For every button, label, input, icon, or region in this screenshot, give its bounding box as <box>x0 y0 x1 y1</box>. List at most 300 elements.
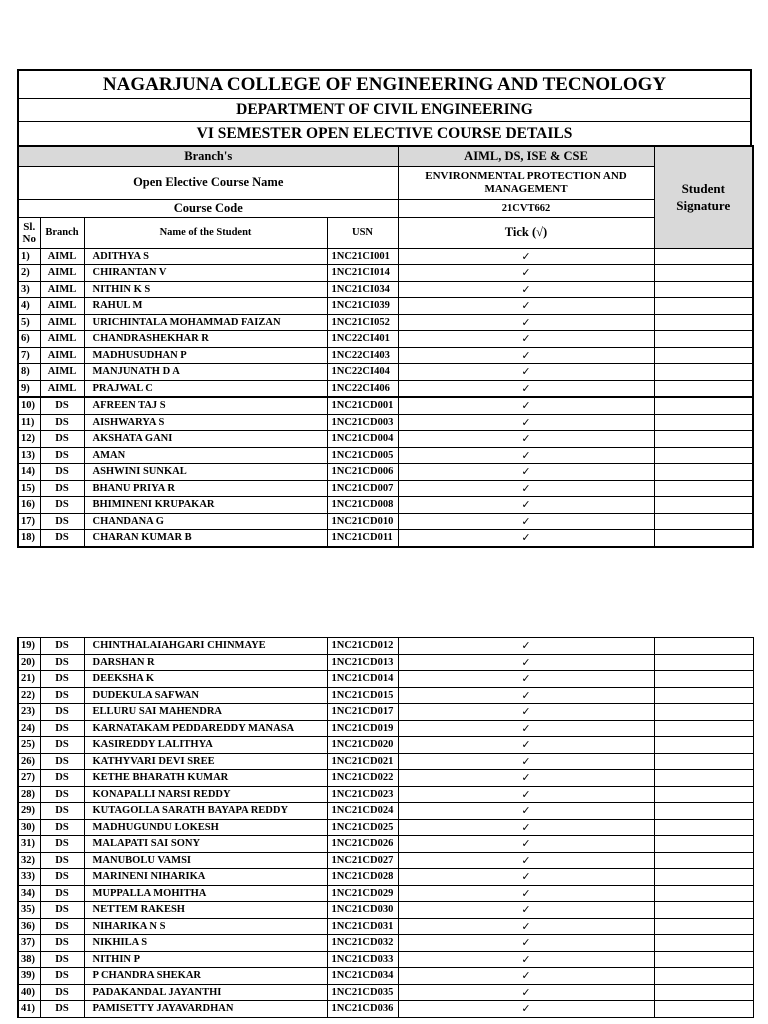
student-name: MALAPATI SAI SONY <box>84 836 327 853</box>
sl-no-header: Sl. No <box>18 217 40 248</box>
student-name: KASIREDDY LALITHYA <box>84 737 327 754</box>
signature-cell[interactable] <box>654 753 753 770</box>
signature-cell[interactable] <box>654 786 753 803</box>
serial-number: 35) <box>18 902 40 919</box>
serial-number: 10) <box>18 397 40 414</box>
usn-cell: 1NC21CD023 <box>327 786 398 803</box>
branch-cell: AIML <box>40 298 84 315</box>
serial-number: 2) <box>18 265 40 282</box>
usn-cell: 1NC21CD008 <box>327 497 398 514</box>
student-row <box>18 935 753 952</box>
usn-cell: 1NC21CD015 <box>327 687 398 704</box>
serial-number: 6) <box>18 331 40 348</box>
signature-cell[interactable] <box>654 654 753 671</box>
student-name: MARINENI NIHARIKA <box>84 869 327 886</box>
tick-mark: ✓ <box>398 704 654 721</box>
branch-cell: DS <box>40 431 84 448</box>
usn-cell: 1NC21CD029 <box>327 885 398 902</box>
student-row <box>18 687 753 704</box>
usn-cell: 1NC21CD028 <box>327 869 398 886</box>
usn-cell: 1NC21CD033 <box>327 951 398 968</box>
signature-cell[interactable] <box>654 414 753 431</box>
student-table-page-1 <box>17 145 754 548</box>
student-row <box>18 480 753 497</box>
tick-mark: ✓ <box>398 497 654 514</box>
student-name: CHIRANTAN V <box>84 265 327 282</box>
usn-cell: 1NC22CI404 <box>327 364 398 381</box>
student-name: CHANDANA G <box>84 513 327 530</box>
student-name: KONAPALLI NARSI REDDY <box>84 786 327 803</box>
usn-cell: 1NC21CD032 <box>327 935 398 952</box>
student-row <box>18 248 753 265</box>
serial-number: 21) <box>18 671 40 688</box>
branch-cell: DS <box>40 530 84 547</box>
serial-number: 30) <box>18 819 40 836</box>
student-name: URICHINTALA MOHAMMAD FAIZAN <box>84 314 327 331</box>
usn-cell: 1NC21CD019 <box>327 720 398 737</box>
student-row <box>18 869 753 886</box>
tick-mark: ✓ <box>398 447 654 464</box>
signature-cell[interactable] <box>654 513 753 530</box>
signature-cell[interactable] <box>654 265 753 282</box>
serial-number: 3) <box>18 281 40 298</box>
tick-mark: ✓ <box>398 414 654 431</box>
student-name: MANUBOLU VAMSI <box>84 852 327 869</box>
serial-number: 41) <box>18 1001 40 1018</box>
student-name: NETTEM RAKESH <box>84 902 327 919</box>
tick-mark: ✓ <box>398 281 654 298</box>
serial-number: 8) <box>18 364 40 381</box>
signature-cell[interactable] <box>654 951 753 968</box>
student-name: DUDEKULA SAFWAN <box>84 687 327 704</box>
branches-label: Branch's <box>18 146 398 166</box>
tick-mark: ✓ <box>398 331 654 348</box>
usn-cell: 1NC21CI014 <box>327 265 398 282</box>
tick-mark: ✓ <box>398 654 654 671</box>
usn-cell: 1NC22CI403 <box>327 347 398 364</box>
signature-cell[interactable] <box>654 968 753 985</box>
student-name: PADAKANDAL JAYANTHI <box>84 984 327 1001</box>
student-row <box>18 902 753 919</box>
tick-header: Tick (√) <box>398 217 654 248</box>
serial-number: 5) <box>18 314 40 331</box>
student-row <box>18 737 753 754</box>
usn-cell: 1NC21CD027 <box>327 852 398 869</box>
student-row <box>18 431 753 448</box>
signature-cell[interactable] <box>654 480 753 497</box>
serial-number: 14) <box>18 464 40 481</box>
branch-cell: AIML <box>40 347 84 364</box>
signature-cell[interactable] <box>654 803 753 820</box>
serial-number: 39) <box>18 968 40 985</box>
usn-cell: 1NC22CI401 <box>327 331 398 348</box>
usn-cell: 1NC22CI406 <box>327 380 398 397</box>
student-row <box>18 530 753 547</box>
student-name: DEEKSHA K <box>84 671 327 688</box>
tick-mark: ✓ <box>398 786 654 803</box>
serial-number: 26) <box>18 753 40 770</box>
signature-cell[interactable] <box>654 737 753 754</box>
serial-number: 25) <box>18 737 40 754</box>
student-row <box>18 314 753 331</box>
signature-cell[interactable] <box>654 720 753 737</box>
student-name: NIHARIKA N S <box>84 918 327 935</box>
student-row <box>18 414 753 431</box>
signature-cell[interactable] <box>654 281 753 298</box>
signature-cell[interactable] <box>654 464 753 481</box>
student-name: CHINTHALAIAHGARI CHINMAYE <box>84 638 327 655</box>
student-name: KATHYVARI DEVI SREE <box>84 753 327 770</box>
signature-cell[interactable] <box>654 347 753 364</box>
tick-mark: ✓ <box>398 687 654 704</box>
usn-cell: 1NC21CI001 <box>327 248 398 265</box>
signature-cell[interactable] <box>654 935 753 952</box>
signature-cell[interactable] <box>654 852 753 869</box>
student-name: AFREEN TAJ S <box>84 397 327 414</box>
tick-mark: ✓ <box>398 885 654 902</box>
usn-cell: 1NC21CD020 <box>327 737 398 754</box>
course-name-label: Open Elective Course Name <box>18 166 398 199</box>
signature-cell[interactable] <box>654 984 753 1001</box>
usn-cell: 1NC21CD017 <box>327 704 398 721</box>
branch-cell: DS <box>40 852 84 869</box>
signature-cell[interactable] <box>654 314 753 331</box>
branch-cell: DS <box>40 464 84 481</box>
student-row <box>18 654 753 671</box>
student-row <box>18 918 753 935</box>
branch-cell: DS <box>40 513 84 530</box>
usn-cell: 1NC21CD003 <box>327 414 398 431</box>
usn-cell: 1NC21CI039 <box>327 298 398 315</box>
student-name: NITHIN K S <box>84 281 327 298</box>
branch-cell: DS <box>40 497 84 514</box>
attendance-sheet-page-2 <box>17 637 752 1018</box>
tick-mark: ✓ <box>398 770 654 787</box>
usn-cell: 1NC21CD022 <box>327 770 398 787</box>
tick-mark: ✓ <box>398 380 654 397</box>
serial-number: 29) <box>18 803 40 820</box>
branch-cell: DS <box>40 654 84 671</box>
tick-mark: ✓ <box>398 397 654 414</box>
tick-mark: ✓ <box>398 265 654 282</box>
branch-cell: DS <box>40 397 84 414</box>
student-name: NITHIN P <box>84 951 327 968</box>
student-name: KUTAGOLLA SARATH BAYAPA REDDY <box>84 803 327 820</box>
student-name: ELLURU SAI MAHENDRA <box>84 704 327 721</box>
tick-mark: ✓ <box>398 918 654 935</box>
student-name: BHANU PRIYA R <box>84 480 327 497</box>
student-table-page-2 <box>17 637 754 1018</box>
tick-mark: ✓ <box>398 720 654 737</box>
signature-cell[interactable] <box>654 902 753 919</box>
signature-cell[interactable] <box>654 638 753 655</box>
branch-cell: AIML <box>40 380 84 397</box>
tick-mark: ✓ <box>398 753 654 770</box>
usn-cell: 1NC21CD021 <box>327 753 398 770</box>
department-title: DEPARTMENT OF CIVIL ENGINEERING <box>17 98 752 121</box>
signature-cell[interactable] <box>654 687 753 704</box>
tick-mark: ✓ <box>398 530 654 547</box>
student-row <box>18 819 753 836</box>
branch-cell: DS <box>40 951 84 968</box>
branch-cell: DS <box>40 704 84 721</box>
usn-cell: 1NC21CD030 <box>327 902 398 919</box>
usn-cell: 1NC21CI034 <box>327 281 398 298</box>
branch-cell: AIML <box>40 265 84 282</box>
serial-number: 37) <box>18 935 40 952</box>
branch-cell: DS <box>40 869 84 886</box>
branch-cell: DS <box>40 720 84 737</box>
signature-cell[interactable] <box>654 869 753 886</box>
student-row <box>18 447 753 464</box>
serial-number: 33) <box>18 869 40 886</box>
student-name: CHANDRASHEKHAR R <box>84 331 327 348</box>
branch-cell: DS <box>40 770 84 787</box>
usn-cell: 1NC21CI052 <box>327 314 398 331</box>
student-name: BHIMINENI KRUPAKAR <box>84 497 327 514</box>
branch-cell: DS <box>40 414 84 431</box>
serial-number: 9) <box>18 380 40 397</box>
signature-cell[interactable] <box>654 1001 753 1018</box>
branch-cell: DS <box>40 918 84 935</box>
serial-number: 36) <box>18 918 40 935</box>
serial-number: 24) <box>18 720 40 737</box>
signature-cell[interactable] <box>654 530 753 547</box>
signature-cell[interactable] <box>654 331 753 348</box>
student-row <box>18 497 753 514</box>
signature-cell[interactable] <box>654 704 753 721</box>
serial-number: 17) <box>18 513 40 530</box>
signature-cell[interactable] <box>654 671 753 688</box>
branch-cell: DS <box>40 786 84 803</box>
student-row <box>18 836 753 853</box>
student-name: KETHE BHARATH KUMAR <box>84 770 327 787</box>
serial-number: 19) <box>18 638 40 655</box>
student-row <box>18 671 753 688</box>
tick-mark: ✓ <box>398 671 654 688</box>
serial-number: 27) <box>18 770 40 787</box>
attendance-sheet-page-1 <box>17 69 752 548</box>
signature-cell[interactable] <box>654 431 753 448</box>
student-row <box>18 464 753 481</box>
signature-cell[interactable] <box>654 497 753 514</box>
branch-cell: DS <box>40 671 84 688</box>
serial-number: 22) <box>18 687 40 704</box>
student-row <box>18 347 753 364</box>
serial-number: 38) <box>18 951 40 968</box>
student-name: PRAJWAL C <box>84 380 327 397</box>
branch-cell: AIML <box>40 364 84 381</box>
usn-cell: 1NC21CD007 <box>327 480 398 497</box>
student-row <box>18 1001 753 1018</box>
student-row <box>18 364 753 381</box>
usn-cell: 1NC21CD035 <box>327 984 398 1001</box>
branch-cell: DS <box>40 447 84 464</box>
student-name: P CHANDRA SHEKAR <box>84 968 327 985</box>
tick-mark: ✓ <box>398 819 654 836</box>
student-row <box>18 885 753 902</box>
usn-cell: 1NC21CD004 <box>327 431 398 448</box>
tick-mark: ✓ <box>398 902 654 919</box>
serial-number: 4) <box>18 298 40 315</box>
branch-cell: DS <box>40 753 84 770</box>
usn-cell: 1NC21CD010 <box>327 513 398 530</box>
student-name: ADITHYA S <box>84 248 327 265</box>
student-name: AMAN <box>84 447 327 464</box>
usn-cell: 1NC21CD036 <box>327 1001 398 1018</box>
serial-number: 15) <box>18 480 40 497</box>
usn-cell: 1NC21CD013 <box>327 654 398 671</box>
branch-cell: DS <box>40 819 84 836</box>
student-name: AISHWARYA S <box>84 414 327 431</box>
branch-cell: AIML <box>40 248 84 265</box>
signature-cell[interactable] <box>654 885 753 902</box>
branch-cell: DS <box>40 480 84 497</box>
student-row <box>18 786 753 803</box>
student-name: MANJUNATH D A <box>84 364 327 381</box>
student-row <box>18 281 753 298</box>
signature-cell[interactable] <box>654 397 753 414</box>
student-row <box>18 397 753 414</box>
student-name: RAHUL M <box>84 298 327 315</box>
student-row <box>18 638 753 655</box>
student-name: MADHUSUDHAN P <box>84 347 327 364</box>
tick-mark: ✓ <box>398 935 654 952</box>
student-name: KARNATAKAM PEDDAREDDY MANASA <box>84 720 327 737</box>
student-row <box>18 331 753 348</box>
tick-mark: ✓ <box>398 1001 654 1018</box>
tick-mark: ✓ <box>398 480 654 497</box>
tick-mark: ✓ <box>398 298 654 315</box>
serial-number: 23) <box>18 704 40 721</box>
student-name: AKSHATA GANI <box>84 431 327 448</box>
tick-mark: ✓ <box>398 248 654 265</box>
course-code-value: 21CVT662 <box>398 199 654 217</box>
branches-value: AIML, DS, ISE & CSE <box>398 146 654 166</box>
student-row <box>18 852 753 869</box>
tick-mark: ✓ <box>398 968 654 985</box>
usn-cell: 1NC21CD006 <box>327 464 398 481</box>
semester-title: VI SEMESTER OPEN ELECTIVE COURSE DETAILS <box>17 121 752 145</box>
student-name: PAMISETTY JAYAVARDHAN <box>84 1001 327 1018</box>
student-row <box>18 968 753 985</box>
tick-mark: ✓ <box>398 803 654 820</box>
branch-cell: DS <box>40 902 84 919</box>
signature-cell[interactable] <box>654 836 753 853</box>
tick-mark: ✓ <box>398 513 654 530</box>
serial-number: 40) <box>18 984 40 1001</box>
branch-cell: DS <box>40 836 84 853</box>
student-row <box>18 770 753 787</box>
branch-header: Branch <box>40 217 84 248</box>
student-row <box>18 984 753 1001</box>
signature-cell[interactable] <box>654 364 753 381</box>
usn-cell: 1NC21CD026 <box>327 836 398 853</box>
signature-cell[interactable] <box>654 770 753 787</box>
signature-cell[interactable] <box>654 380 753 397</box>
usn-cell: 1NC21CD011 <box>327 530 398 547</box>
course-code-label: Course Code <box>18 199 398 217</box>
serial-number: 11) <box>18 414 40 431</box>
student-name: NIKHILA S <box>84 935 327 952</box>
tick-mark: ✓ <box>398 431 654 448</box>
usn-header: USN <box>327 217 398 248</box>
serial-number: 32) <box>18 852 40 869</box>
tick-mark: ✓ <box>398 314 654 331</box>
student-signature-header: Student Signature <box>654 146 753 248</box>
course-name-value: ENVIRONMENTAL PROTECTION AND MANAGEMENT <box>398 166 654 199</box>
serial-number: 1) <box>18 248 40 265</box>
branch-cell: DS <box>40 1001 84 1018</box>
signature-cell[interactable] <box>654 248 753 265</box>
branch-cell: DS <box>40 935 84 952</box>
branch-cell: DS <box>40 687 84 704</box>
tick-mark: ✓ <box>398 737 654 754</box>
tick-mark: ✓ <box>398 364 654 381</box>
branch-cell: DS <box>40 885 84 902</box>
serial-number: 34) <box>18 885 40 902</box>
tick-mark: ✓ <box>398 852 654 869</box>
branch-cell: AIML <box>40 331 84 348</box>
serial-number: 13) <box>18 447 40 464</box>
branch-cell: DS <box>40 737 84 754</box>
student-row <box>18 951 753 968</box>
signature-cell[interactable] <box>654 298 753 315</box>
usn-cell: 1NC21CD001 <box>327 397 398 414</box>
student-row <box>18 803 753 820</box>
serial-number: 28) <box>18 786 40 803</box>
college-title: NAGARJUNA COLLEGE OF ENGINEERING AND TECNOLOGY <box>17 69 752 98</box>
branch-cell: DS <box>40 638 84 655</box>
usn-cell: 1NC21CD031 <box>327 918 398 935</box>
student-row <box>18 298 753 315</box>
branch-cell: AIML <box>40 281 84 298</box>
branch-cell: DS <box>40 803 84 820</box>
signature-cell[interactable] <box>654 819 753 836</box>
tick-mark: ✓ <box>398 638 654 655</box>
serial-number: 12) <box>18 431 40 448</box>
serial-number: 20) <box>18 654 40 671</box>
student-name: DARSHAN R <box>84 654 327 671</box>
usn-cell: 1NC21CD025 <box>327 819 398 836</box>
tick-mark: ✓ <box>398 464 654 481</box>
student-row <box>18 704 753 721</box>
serial-number: 31) <box>18 836 40 853</box>
student-row <box>18 513 753 530</box>
tick-mark: ✓ <box>398 836 654 853</box>
student-name: MUPPALLA MOHITHA <box>84 885 327 902</box>
signature-cell[interactable] <box>654 447 753 464</box>
tick-mark: ✓ <box>398 951 654 968</box>
student-name: ASHWINI SUNKAL <box>84 464 327 481</box>
signature-cell[interactable] <box>654 918 753 935</box>
usn-cell: 1NC21CD014 <box>327 671 398 688</box>
serial-number: 18) <box>18 530 40 547</box>
branch-cell: DS <box>40 968 84 985</box>
student-name-header: Name of the Student <box>84 217 327 248</box>
serial-number: 16) <box>18 497 40 514</box>
usn-cell: 1NC21CD034 <box>327 968 398 985</box>
usn-cell: 1NC21CD024 <box>327 803 398 820</box>
tick-mark: ✓ <box>398 984 654 1001</box>
student-row <box>18 753 753 770</box>
branch-cell: DS <box>40 984 84 1001</box>
tick-mark: ✓ <box>398 869 654 886</box>
serial-number: 7) <box>18 347 40 364</box>
tick-mark: ✓ <box>398 347 654 364</box>
student-name: CHARAN KUMAR B <box>84 530 327 547</box>
branch-cell: AIML <box>40 314 84 331</box>
